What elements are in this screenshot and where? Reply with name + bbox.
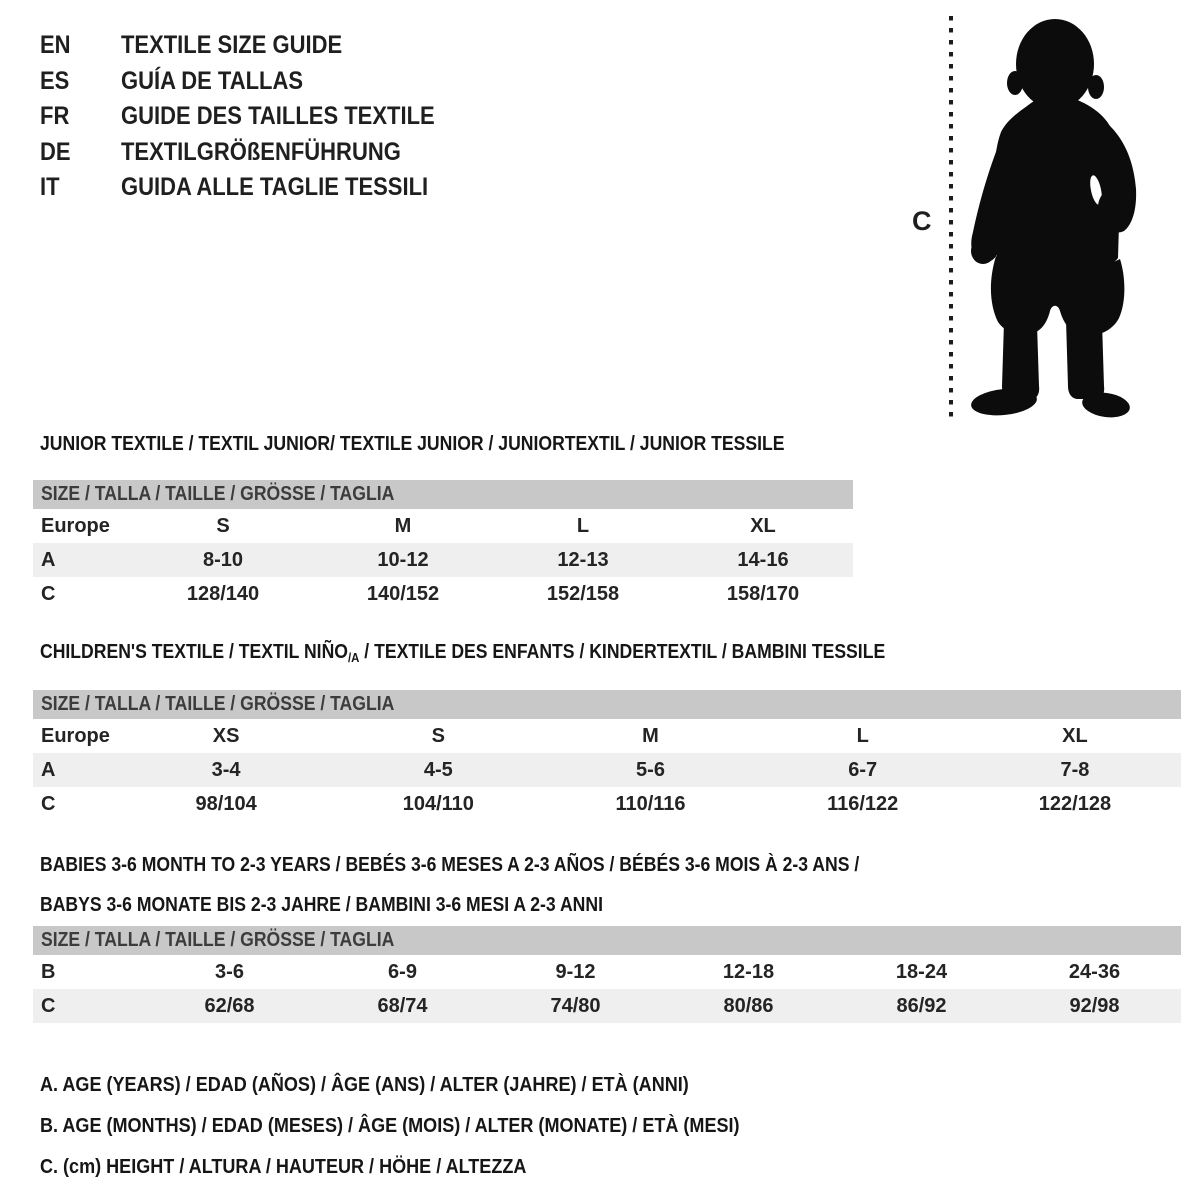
- age-cell: 3-4: [211, 758, 241, 781]
- height-cell: 86/92: [896, 994, 947, 1017]
- row-label: C: [41, 792, 56, 815]
- children-heading-post: / TEXTILE DES ENFANTS / KINDERTEXTIL / BAMBINI TESSILE: [359, 641, 886, 663]
- language-label: GUIDA ALLE TAGLIE TESSILI: [120, 173, 429, 202]
- toddler-silhouette-image: [966, 14, 1151, 420]
- size-cell: S: [431, 724, 445, 747]
- size-cell: M: [642, 724, 659, 747]
- size-table-header-label: SIZE / TALLA / TAILLE / GRÖSSE / TAGLIA: [41, 929, 395, 951]
- region-size-row: [33, 719, 1181, 753]
- row-label: A: [41, 758, 56, 781]
- age-cell: 24-36: [1068, 960, 1121, 983]
- region-size-row: [33, 509, 853, 543]
- height-cm-row: [33, 577, 853, 611]
- size-table-header-label: SIZE / TALLA / TAILLE / GRÖSSE / TAGLIA: [41, 693, 395, 715]
- height-cell: 92/98: [1069, 994, 1120, 1017]
- height-cell: 110/116: [615, 792, 686, 815]
- height-cm-row: [33, 989, 1181, 1023]
- language-header: [40, 28, 489, 206]
- legend-age-months: B. AGE (MONTHS) / EDAD (MESES) / ÂGE (MOIS) / ALTER (MONATE) / ETÀ (MESI): [40, 1114, 740, 1137]
- age-cell: 5-6: [636, 758, 665, 781]
- age-cell: 10-12: [377, 548, 429, 571]
- junior-section-heading: JUNIOR TEXTILE / TEXTIL JUNIOR/ TEXTILE JUNIOR / JUNIORTEXTIL / JUNIOR TESSILE: [40, 433, 785, 455]
- language-row: [40, 170, 435, 206]
- legend: [40, 1064, 835, 1187]
- language-code: DE: [40, 137, 71, 166]
- language-code: FR: [40, 102, 70, 131]
- age-cell: 6-7: [848, 758, 878, 781]
- age-cell: 9-12: [555, 960, 596, 983]
- babies-heading-line2: BABYS 3-6 MONATE BIS 2-3 JAHRE / BAMBINI 3-6 MESI A 2-3 ANNI: [40, 894, 603, 916]
- size-cell: XS: [212, 724, 240, 747]
- babies-size-table: [33, 926, 1181, 1023]
- age-years-row: [33, 543, 853, 577]
- junior-size-table: [33, 480, 853, 611]
- age-cell: 14-16: [737, 548, 789, 571]
- height-cell: 140/152: [366, 582, 440, 605]
- height-cell: 98/104: [195, 792, 257, 815]
- size-table-header-label: SIZE / TALLA / TAILLE / GRÖSSE / TAGLIA: [41, 483, 395, 505]
- legend-age-years: A. AGE (YEARS) / EDAD (AÑOS) / ÂGE (ANS) / ALTER (JAHRE) / ETÀ (ANNI): [40, 1073, 689, 1096]
- babies-section-heading: [40, 845, 859, 925]
- age-cell: 6-9: [388, 960, 417, 983]
- height-cell: 158/170: [726, 582, 800, 605]
- age-cell: 7-8: [1060, 758, 1090, 781]
- height-cell: 80/86: [723, 994, 774, 1017]
- children-heading-pre: CHILDREN'S TEXTILE / TEXTIL NIÑO: [40, 641, 348, 663]
- size-cell: S: [216, 514, 230, 537]
- height-cell: 74/80: [550, 994, 601, 1017]
- language-label: GUIDE DES TAILLES TEXTILE: [120, 102, 435, 131]
- height-measure-dashed-line: [949, 16, 953, 418]
- region-label: Europe: [41, 724, 110, 747]
- height-cell: 122/128: [1038, 792, 1112, 815]
- height-cell: 128/140: [186, 582, 260, 605]
- height-cell: 104/110: [402, 792, 474, 815]
- size-cell: XL: [1062, 724, 1088, 747]
- language-row: [40, 99, 435, 135]
- size-table-header: [33, 926, 1181, 955]
- age-months-row: [33, 955, 1181, 989]
- height-cm-row: [33, 787, 1181, 821]
- size-table-header: [33, 480, 853, 509]
- language-row: [40, 28, 435, 64]
- row-label: C: [41, 994, 56, 1017]
- babies-heading-line1: BABIES 3-6 MONTH TO 2-3 YEARS / BEBÉS 3-6 MESES A 2-3 AÑOS / BÉBÉS 3-6 MOIS À 2-3 ANS /: [40, 854, 860, 876]
- row-label: B: [41, 960, 56, 983]
- language-code: EN: [40, 31, 71, 60]
- language-row: [40, 135, 435, 171]
- language-code: ES: [40, 66, 70, 95]
- language-row: [40, 64, 435, 100]
- size-table-header: [33, 690, 1181, 719]
- language-label: TEXTILGRÖßENFÜHRUNG: [120, 137, 401, 166]
- age-cell: 12-13: [557, 548, 609, 571]
- size-cell: M: [394, 514, 412, 537]
- age-cell: 3-6: [215, 960, 244, 983]
- size-cell: L: [576, 514, 590, 537]
- height-cell: 152/158: [546, 582, 620, 605]
- height-cell: 62/68: [204, 994, 255, 1017]
- children-section-heading: [40, 641, 885, 665]
- size-cell: XL: [750, 514, 776, 537]
- children-size-table: [33, 690, 1181, 821]
- language-code: IT: [40, 173, 60, 202]
- language-label: TEXTILE SIZE GUIDE: [120, 31, 343, 60]
- region-label: Europe: [41, 514, 110, 537]
- age-cell: 18-24: [895, 960, 948, 983]
- age-cell: 8-10: [202, 548, 244, 571]
- height-cell: 68/74: [377, 994, 428, 1017]
- age-cell: 12-18: [722, 960, 775, 983]
- size-cell: L: [856, 724, 869, 747]
- height-cell: 116/122: [827, 792, 899, 815]
- age-cell: 4-5: [423, 758, 453, 781]
- measure-c-label: C: [912, 206, 932, 236]
- legend-height-cm: C. (cm) HEIGHT / ALTURA / HAUTEUR / HÖHE / ALTEZZA: [40, 1155, 527, 1178]
- row-label: A: [41, 548, 56, 571]
- children-heading-sub: /A: [347, 650, 360, 665]
- language-label: GUÍA DE TALLAS: [120, 66, 304, 95]
- row-label: C: [41, 582, 56, 605]
- age-years-row: [33, 753, 1181, 787]
